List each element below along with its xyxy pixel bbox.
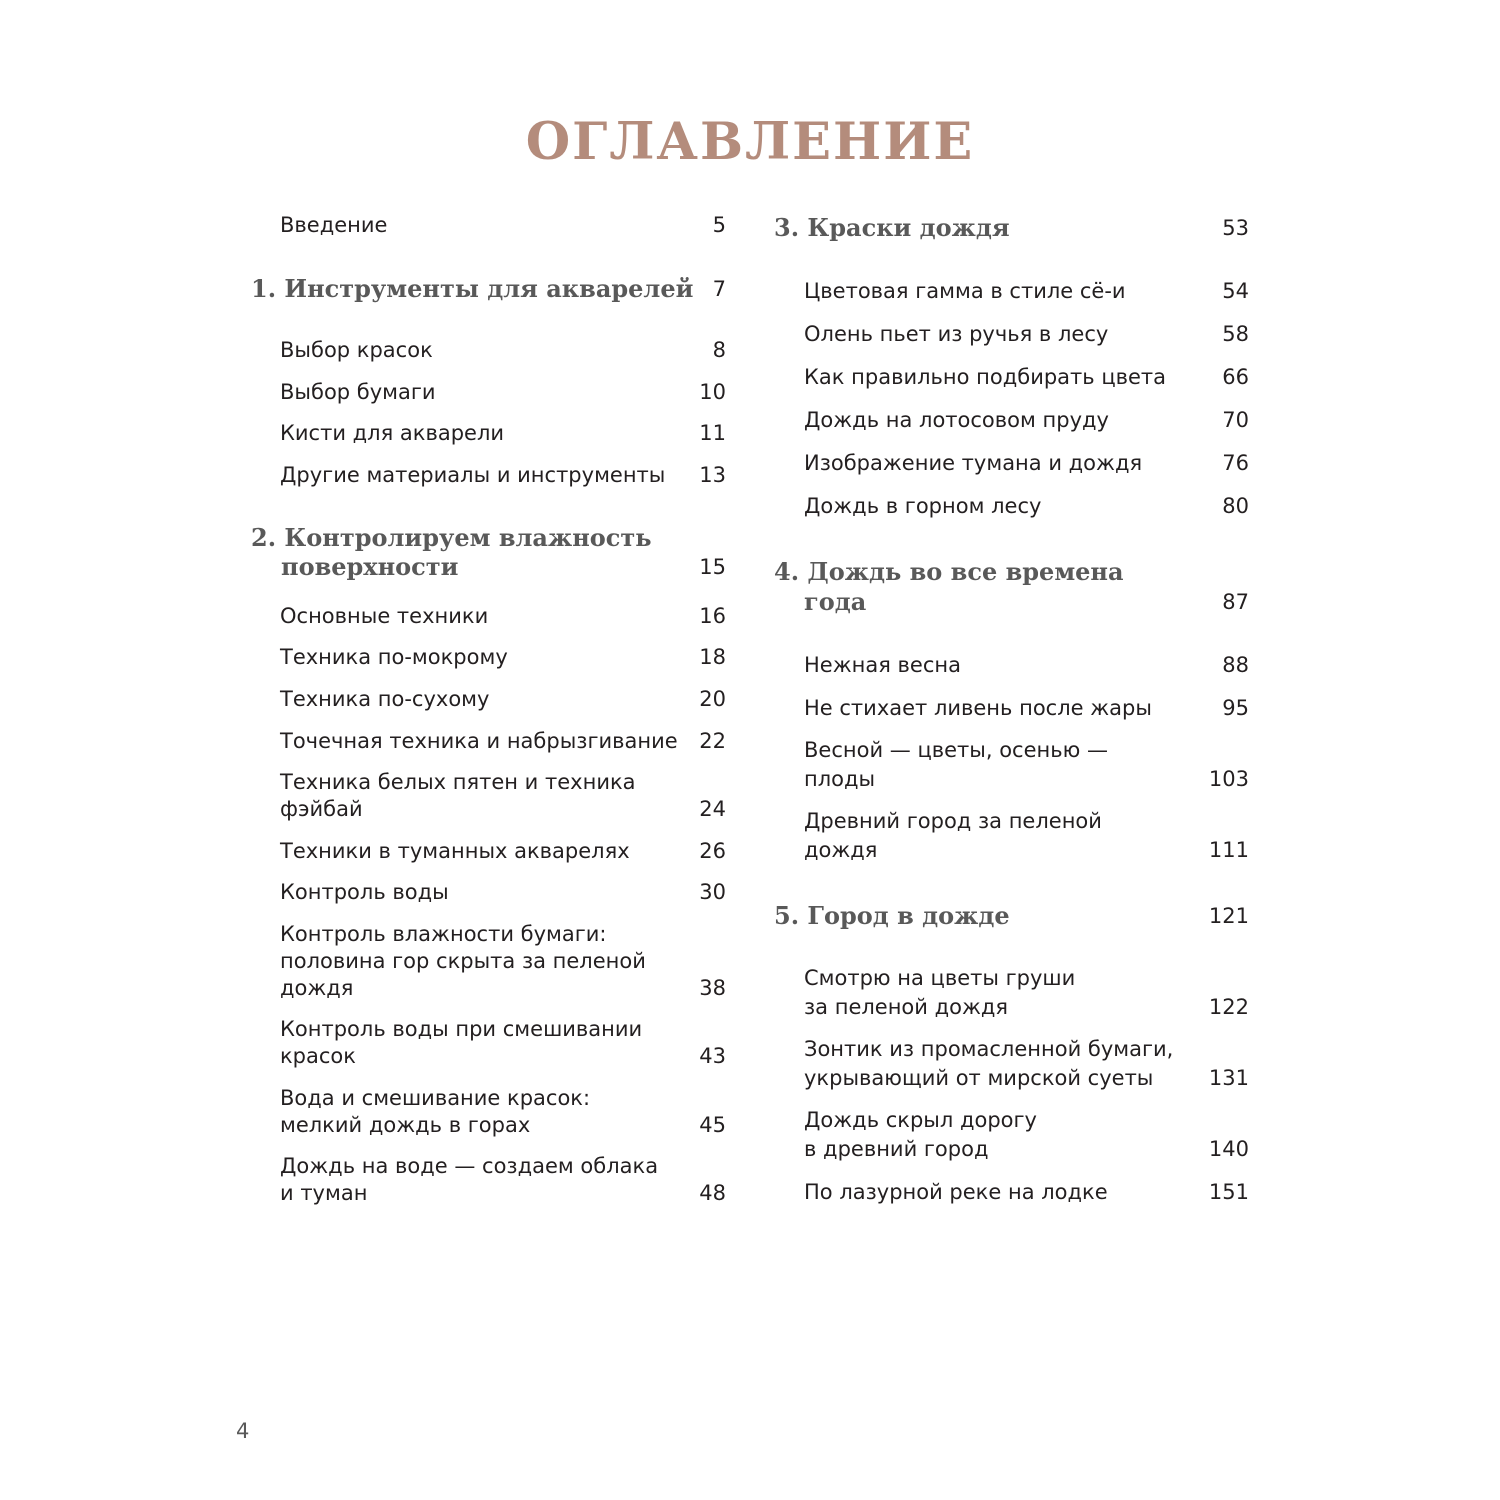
entry-page: 5 xyxy=(712,213,726,237)
toc-entry[interactable] xyxy=(804,364,1249,391)
chapter-page: 15 xyxy=(699,555,726,579)
entry-page: 122 xyxy=(1208,995,1249,1019)
entry-page: 80 xyxy=(1222,494,1249,518)
entry-page: 54 xyxy=(1222,279,1249,303)
entry-label: Техника по-мокрому xyxy=(280,645,508,669)
toc-entry-intro[interactable] xyxy=(280,212,726,239)
entry-label-line-1: Весной — цветы, осенью — xyxy=(804,738,1108,762)
entry-label-line-1: Контроль влажности бумаги: xyxy=(280,922,607,946)
entry-page: 95 xyxy=(1222,696,1249,720)
entry-label-line-2: красок xyxy=(280,1044,356,1068)
chapter-title: 5. Город в дожде xyxy=(774,901,1010,930)
toc-entry[interactable] xyxy=(280,728,726,755)
chapter-5-heading[interactable] xyxy=(774,901,1249,931)
entry-label-line-2: в древний город xyxy=(804,1137,989,1161)
entry-label-line-2: плоды xyxy=(804,767,876,791)
toc-entry[interactable] xyxy=(280,603,726,630)
entry-label-line-1: Древний город за пеленой xyxy=(804,809,1102,833)
entry-page: 103 xyxy=(1208,767,1249,791)
entry-label: Изображение тумана и дождя xyxy=(804,451,1143,475)
chapter-title: 3. Краски дождя xyxy=(774,213,1010,242)
entry-label-line-2: мелкий дождь в горах xyxy=(280,1113,531,1137)
entry-page: 66 xyxy=(1222,365,1249,389)
page-number: 4 xyxy=(236,1419,250,1443)
entry-page: 70 xyxy=(1222,408,1249,432)
toc-entry[interactable] xyxy=(804,450,1249,477)
toc-entry[interactable] xyxy=(280,1153,726,1207)
entry-page: 43 xyxy=(699,1044,726,1068)
entry-page: 88 xyxy=(1222,653,1249,677)
entry-page: 18 xyxy=(699,645,726,669)
toc-entry[interactable] xyxy=(804,278,1249,305)
entry-label-line-1: Зонтик из промасленной бумаги, xyxy=(804,1037,1174,1061)
entry-page: 30 xyxy=(699,880,726,904)
toc-entry[interactable] xyxy=(804,1036,1249,1093)
chapter-title: 1. Инструменты для акварелей xyxy=(251,274,694,303)
toc-entry[interactable] xyxy=(804,808,1249,865)
chapter-4-heading[interactable] xyxy=(774,557,1249,617)
entry-label: Дождь в горном лесу xyxy=(804,494,1042,518)
toc-entry[interactable] xyxy=(804,407,1249,434)
entry-label: Олень пьет из ручья в лесу xyxy=(804,322,1109,346)
chapter-page: 7 xyxy=(712,277,726,301)
entry-label-line-1: Техника белых пятен и техника xyxy=(280,770,636,794)
entry-page: 48 xyxy=(699,1181,726,1205)
chapter-page: 53 xyxy=(1222,216,1249,240)
toc-entry[interactable] xyxy=(280,379,726,406)
entry-label: Дождь на лотосовом пруду xyxy=(804,408,1109,432)
toc-entry[interactable] xyxy=(804,965,1249,1022)
chapter-title-line-1: 2. Контролируем влажность xyxy=(251,523,652,552)
entry-page: 22 xyxy=(699,729,726,753)
entry-label-line-2: дождя xyxy=(804,838,878,862)
entry-label-line-2: и туман xyxy=(280,1181,368,1205)
entry-label: Нежная весна xyxy=(804,653,961,677)
entry-page: 76 xyxy=(1222,451,1249,475)
toc-entry[interactable] xyxy=(804,695,1249,722)
chapter-title-line-1: 4. Дождь во все времена xyxy=(774,557,1124,586)
entry-page: 38 xyxy=(699,976,726,1000)
toc-heading: ОГЛАВЛЕНИЕ xyxy=(525,112,975,172)
entry-label-line-1: Дождь на воде — создаем облака xyxy=(280,1154,659,1178)
entry-page: 8 xyxy=(712,338,726,362)
entry-page: 58 xyxy=(1222,322,1249,346)
toc-entry[interactable] xyxy=(280,838,726,865)
entry-label: Выбор бумаги xyxy=(280,380,436,404)
entry-label: Точечная техника и набрызгивание xyxy=(280,729,678,753)
entry-page: 13 xyxy=(699,463,726,487)
entry-label: Как правильно подбирать цвета xyxy=(804,365,1167,389)
entry-page: 20 xyxy=(699,687,726,711)
toc-entry[interactable] xyxy=(804,493,1249,520)
chapter-3-heading[interactable] xyxy=(774,213,1249,243)
entry-label: Техники в туманных акварелях xyxy=(280,839,630,863)
toc-entry[interactable] xyxy=(804,1107,1249,1164)
entry-page: 11 xyxy=(699,421,726,445)
toc-entry[interactable] xyxy=(280,644,726,671)
chapter-2-heading[interactable] xyxy=(251,523,726,583)
entry-page: 151 xyxy=(1208,1180,1249,1204)
entry-label: Кисти для акварели xyxy=(280,421,505,445)
toc-entry[interactable] xyxy=(280,686,726,713)
entry-page: 16 xyxy=(699,604,726,628)
entry-label: Основные техники xyxy=(280,604,489,628)
entry-label: Другие материалы и инструменты xyxy=(280,463,666,487)
entry-label-line-2: половина гор скрыта за пеленой xyxy=(280,949,646,973)
entry-label: Контроль воды xyxy=(280,880,449,904)
entry-label: Техника по-сухому xyxy=(280,687,490,711)
entry-label: Введение xyxy=(280,213,388,237)
entry-label: По лазурной реке на лодке xyxy=(804,1180,1108,1204)
entry-label-line-2: фэйбай xyxy=(280,797,363,821)
entry-label-line-2: укрывающий от мирской суеты xyxy=(804,1066,1154,1090)
toc-entry[interactable] xyxy=(804,737,1249,794)
toc-entry[interactable] xyxy=(804,1179,1249,1206)
entry-label: Цветовая гамма в стиле сё-и xyxy=(804,279,1126,303)
entry-page: 26 xyxy=(699,839,726,863)
entry-page: 131 xyxy=(1208,1066,1249,1090)
entry-label-line-1: Дождь скрыл дорогу xyxy=(804,1108,1037,1132)
chapter-page: 121 xyxy=(1208,904,1249,928)
entry-page: 24 xyxy=(699,797,726,821)
toc-entry[interactable] xyxy=(280,337,726,364)
toc-entry[interactable] xyxy=(280,879,726,906)
entry-label-line-1: Смотрю на цветы груши xyxy=(804,966,1076,990)
toc-entry[interactable] xyxy=(280,921,726,1002)
entry-page: 140 xyxy=(1208,1137,1249,1161)
entry-label: Выбор красок xyxy=(280,338,433,362)
chapter-page: 87 xyxy=(1222,590,1249,614)
toc-entry[interactable] xyxy=(804,652,1249,679)
toc-entry[interactable] xyxy=(280,462,726,489)
toc-entry[interactable] xyxy=(280,1016,726,1070)
entry-label-line-2: за пеленой дождя xyxy=(804,995,1009,1019)
toc-entry[interactable] xyxy=(804,321,1249,348)
entry-page: 45 xyxy=(699,1113,726,1137)
toc-entry[interactable] xyxy=(280,769,726,823)
entry-label: Не стихает ливень после жары xyxy=(804,696,1152,720)
toc-entry[interactable] xyxy=(280,1085,726,1139)
chapter-title-line-2: поверхности xyxy=(281,552,459,581)
chapter-1-heading[interactable] xyxy=(251,274,726,304)
entry-label-line-1: Вода и смешивание красок: xyxy=(280,1086,591,1110)
chapter-title-line-2: года xyxy=(804,587,867,616)
entry-label-line-1: Контроль воды при смешивании xyxy=(280,1017,643,1041)
entry-page: 10 xyxy=(699,380,726,404)
toc-entry[interactable] xyxy=(280,420,726,447)
entry-page: 111 xyxy=(1208,838,1249,862)
entry-label-line-3: дождя xyxy=(280,976,354,1000)
